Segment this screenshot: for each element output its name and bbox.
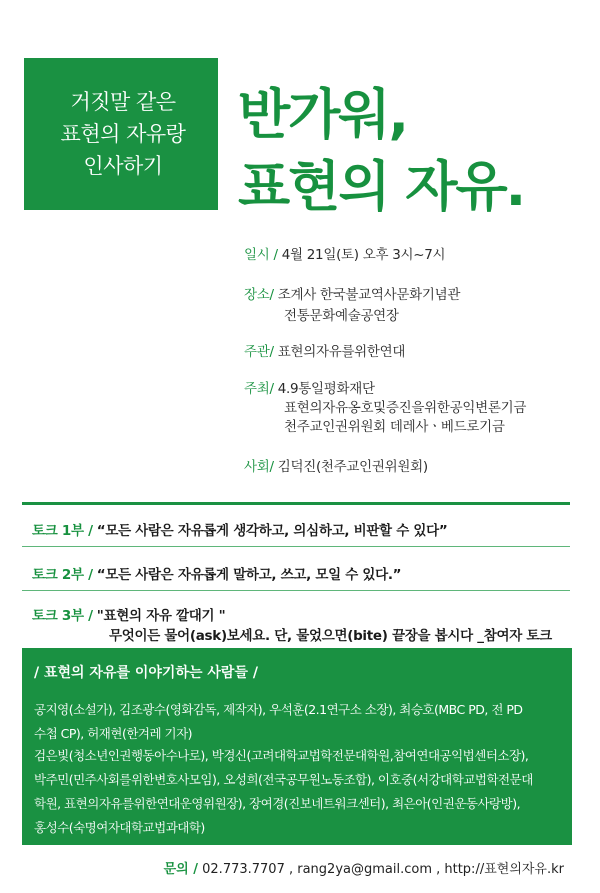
- talk-2-label: 토크 2부 /: [32, 567, 93, 583]
- talk-1-text: “모든 사람은 자유롭게 생각하고, 의심하고, 비판할 수 있다”: [96, 523, 448, 539]
- intro-box: [24, 58, 218, 210]
- host-label: 주최/: [244, 381, 274, 397]
- talk-3-text-2: 무엇이든 물어(ask)보세요. 단, 물었으면(bite) 끝장을 봅시다 _참여자 토크: [109, 628, 552, 644]
- talk-1: [32, 519, 447, 539]
- date-label: 일시 /: [244, 247, 278, 263]
- talk-3-text: "표현의 자유 깔대기 ": [96, 608, 226, 624]
- mc-label: 사회/: [244, 459, 274, 475]
- speakers-heading: / 표현의 자유를 이야기하는 사람들 /: [34, 665, 258, 681]
- host-value-3: 천주교인권위원회 데레사ㆍ베드로기금: [284, 419, 505, 435]
- divider-1: [22, 546, 570, 547]
- speakers-box: [22, 648, 572, 845]
- talk-2: [32, 563, 401, 583]
- talk-2-text: “모든 사람은 자유롭게 말하고, 쓰고, 모일 수 있다.”: [96, 567, 402, 583]
- event-date: [244, 243, 445, 263]
- intro-line-3: 인사하기: [83, 154, 163, 178]
- host-value-2: 표현의자유옹호및증진을위한공익변론기금: [284, 400, 527, 416]
- divider-2: [22, 590, 570, 591]
- mc-value: 김덕진(천주교인권위원회): [277, 459, 428, 475]
- speakers-line: 공지영(소설가), 김조광수(영화감독, 제작자), 우석훈(2.1연구소 소장), 최승호(MBC PD, 전 PD: [34, 702, 523, 717]
- event-organizer: [244, 340, 405, 360]
- contact-label: 문의 /: [163, 862, 198, 877]
- speakers-line: 학원, 표현의자유를위한연대운영위원장), 장여경(진보네트워크센터), 최은아(인권운동사랑방),: [34, 796, 521, 811]
- event-host: [244, 377, 527, 435]
- event-venue: [244, 283, 461, 324]
- intro-line-2: 표현의 자유랑: [60, 122, 186, 146]
- speakers-line: 홍성수(숙명여자대학교법과대학): [34, 820, 205, 835]
- date-value: 4월 21일(토) 오후 3시~7시: [281, 247, 446, 263]
- talk-1-label: 토크 1부 /: [32, 523, 93, 539]
- venue-label: 장소/: [244, 287, 274, 303]
- event-mc: [244, 455, 428, 475]
- organizer-value: 표현의자유를위한연대: [277, 344, 406, 360]
- headline-line-1: 반가워,: [238, 83, 408, 146]
- speakers-line: 검은빛(청소년인권행동아수나로), 박경신(고려대학교법학전문대학원,참여연대공익법센터소장),: [34, 748, 529, 763]
- talk-3-label: 토크 3부 /: [32, 608, 93, 624]
- headline-line-2: 표현의 자유.: [238, 155, 525, 218]
- organizer-label: 주관/: [244, 344, 274, 360]
- speakers-line: 수첩 CP), 허재현(한겨레 기자): [34, 726, 193, 741]
- venue-value-2: 전통문화예술공연장: [284, 308, 399, 324]
- talk-3: [32, 604, 552, 644]
- contact-line: [164, 858, 564, 877]
- divider-top: [22, 502, 570, 505]
- contact-value: 02.773.7707 , rang2ya@gmail.com , http://표현의자유.kr: [202, 862, 564, 877]
- host-value: 4.9통일평화재단: [277, 381, 375, 397]
- venue-value: 조계사 한국불교역사문화기념관: [277, 287, 461, 303]
- intro-line-1: 거짓말 같은: [70, 90, 176, 114]
- speakers-line: 박주민(민주사회를위한변호사모임), 오성희(전국공무원노동조합), 이호중(서강대학교법학전문대: [34, 772, 533, 787]
